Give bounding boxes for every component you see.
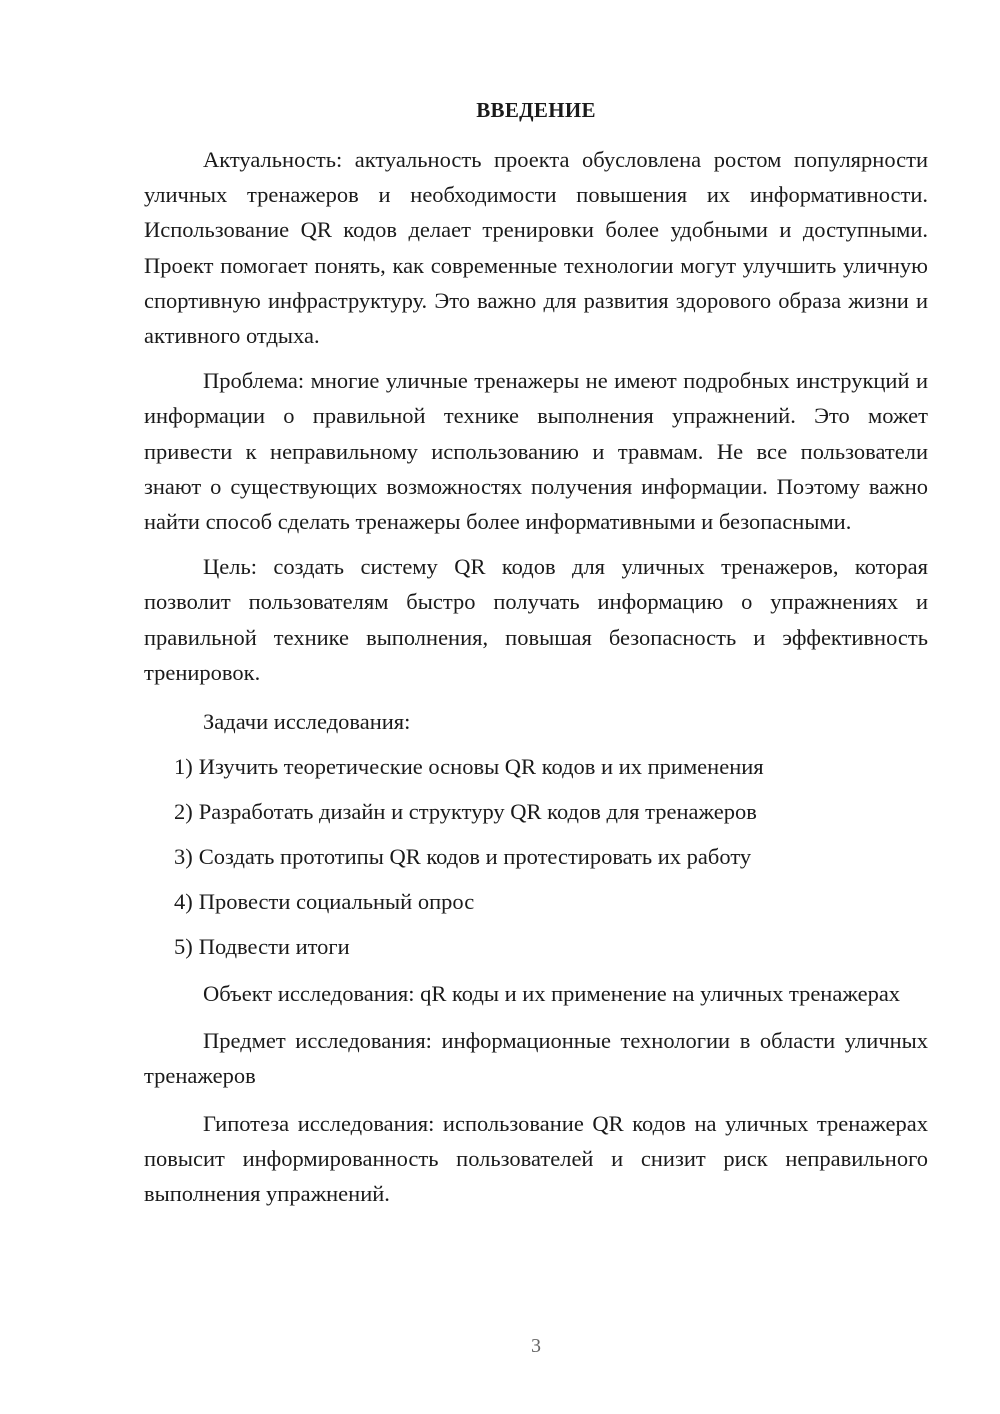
task-item (144, 929, 928, 964)
paragraph-hypothesis: Гипотеза исследования: использование QR кодов на уличных тренажерах повысит информированность пользователей и снизит риск неправильного выполнения упражнений. (144, 1110, 928, 1207)
task-text: Провести социальный опрос (198, 889, 475, 915)
paragraph-problem: Проблема: многие уличные тренажеры не имеют подробных инструкций и информации о правильной технике выполнения упражнений. Это может привести к неправильному использованию и травмам. Не все пользователи знают о существующих возможностях получения информации. Поэтому важно найти способ сделать тренажеры более информативными и безопасными. (144, 368, 928, 535)
task-text: Разработать дизайн и структуру QR кодов для тренажеров (198, 799, 757, 825)
page-number: 3 (531, 1335, 541, 1357)
paragraph-goal: Цель: создать систему QR кодов для уличных тренажеров, которая позволит пользователям быстро получать информацию о упражнениях и правильной технике выполнения, повышая безопасность и эффективность тренировок. (144, 554, 928, 685)
task-item (144, 884, 928, 919)
paragraph-subject: Предмет исследования: информационные технологии в области уличных тренажеров (144, 1028, 928, 1089)
task-text: Изучить теоретические основы QR кодов и их применения (198, 754, 764, 780)
paragraph-object: Объект исследования: qR коды и их применение на уличных тренажерах (203, 981, 901, 1007)
task-number: 3) (174, 844, 193, 870)
paragraph-relevance: Актуальность: актуальность проекта обусловлена ростом популярности уличных тренажеров и необходимости повышения их информативности. Использование QR кодов делает тренировки более удобными и доступными. Проект помогает понять, как современные технологии могут улучшить уличную спортивную инфраструктуру. Это важно для развития здорового образа жизни и активного отдыха. (144, 147, 928, 349)
tasks-heading: Задачи исследования: (203, 709, 411, 735)
page-content (144, 94, 928, 1211)
task-number: 5) (174, 934, 193, 960)
task-item (144, 839, 928, 874)
task-text: Создать прототипы QR кодов и протестировать их работу (198, 844, 752, 870)
task-number: 2) (174, 799, 193, 825)
task-item (144, 794, 928, 829)
task-number: 1) (174, 754, 193, 780)
task-text: Подвести итоги (198, 934, 350, 960)
section-title: ВВЕДЕНИЕ (476, 98, 596, 122)
task-number: 4) (174, 889, 193, 915)
tasks-list (144, 749, 928, 964)
task-item (144, 749, 928, 784)
